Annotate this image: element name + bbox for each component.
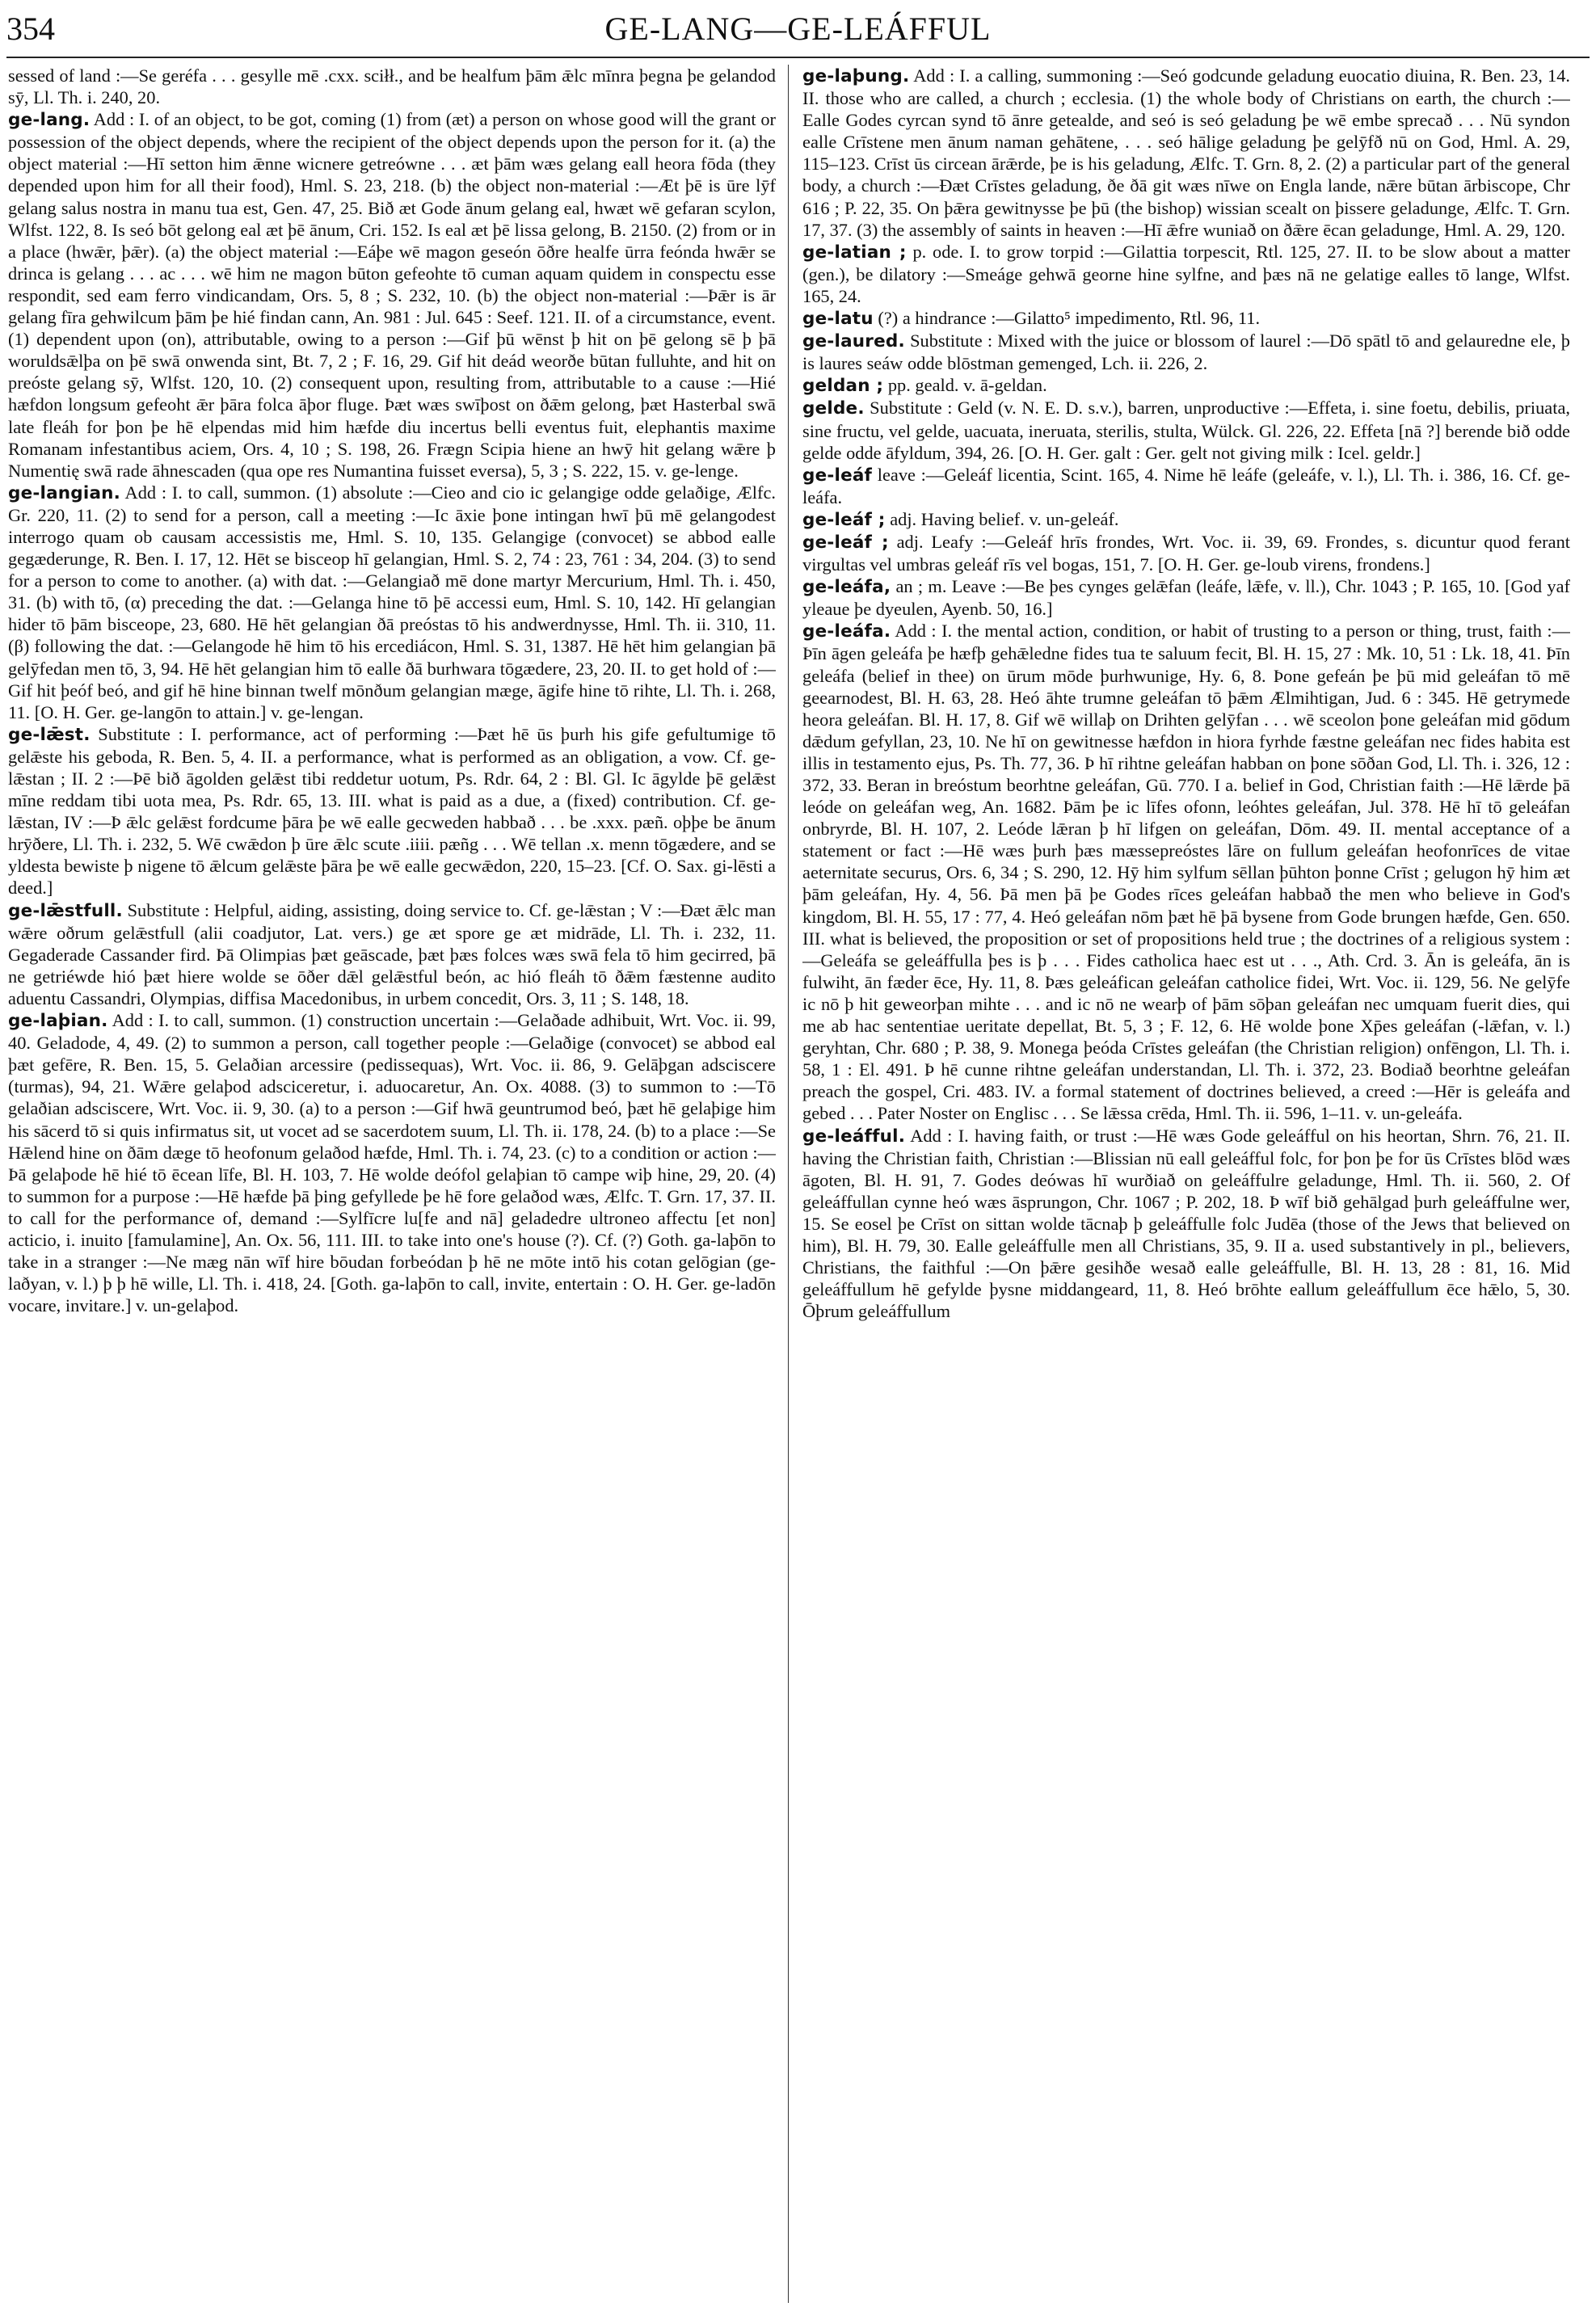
dictionary-entry bbox=[802, 620, 1570, 1124]
entry-headword: ge-latu bbox=[802, 309, 874, 330]
entry-definition: p. ode. I. to grow torpid :—Gilattia torpescit, Rtl. 125, 27. II. to be slow about a matter (gen.), be dilatory :—Smeáge gehwā georne hine sylfne, and þæs nā ne gelatige ealles tō lange, Wlfst. 165, 24. bbox=[802, 241, 1570, 306]
dictionary-entry bbox=[8, 108, 776, 482]
entry-headword: ge-lang. bbox=[8, 110, 91, 131]
page-number: 354 bbox=[6, 11, 55, 47]
entry-headword: ge-lǣstfull. bbox=[8, 900, 123, 921]
dictionary-entry bbox=[8, 723, 776, 899]
entry-headword: ge-laþung. bbox=[802, 66, 910, 86]
entry-definition: pp. geald. v. ā-geldan. bbox=[887, 375, 1047, 396]
dictionary-entry bbox=[802, 65, 1570, 241]
entry-definition: an ; m. Leave :—Be þes cynges gelǣfan (leáfe, lǣfe, v. ll.), Chr. 1043 ; P. 165, 10. [God yaf yleaue þe dyeulen, Ayenb. 50, 16.] bbox=[802, 576, 1570, 620]
entry-definition: Add : I. the mental action, condition, or habit of trusting to a person or thing, trust, faith :—Þīn āgen geleáfa þe hæfþ gehǣledne fides tua te saluum fecit, Bl. H. 15, 27 : Mk. 10, 51 : Lk. 18, 41. Þīn geleáfa (belief in thee) on ūrum mōde þurhwunige, Hy. 6, 8. Þone gefeán þe þū mid geleáfan tō mē geearnodest, Bl. H. 63, 28. Heó āhte trumne geleáfan tō þǣm Ælmihtigan, Jud. 6 : 345. Hē getrymede heora geleáfan. Bl. H. 17, 8. Gif wē willaþ on Drihten gelȳfan . . . wē sceolon þone geleáfan mid gōdum dǣdum gefyllan, 23, 10. Ne hī on gewitnesse hæfdon in hiora fyrhde fæstne geleáfan nec fides habita est illis in testamento ejus, Ps. Th. 77, 36. Þ hī rihtne geleáfan habban on þone sōðan God, Ll. Th. i. 326, 12 : 372, 33. Beran in breóstum beorhtne geleáfan, Gū. 770. I a. belief in God, Christian faith :—Hē lǣrde þā leóde on geleáfan weg, An. 1682. Þām þe ic līfes ofonn, leóhtes geleáfan, Jul. 378. Hē hī tō geleáfan onbryrde, Bl. H. 107, 2. Leóde lǣran þ hī lifgen on geleáfan, Dōm. 49. II. mental acceptance of a statement or fact :—Hē wæs þurh þæs mæssepreóstes lāre on fullum geleáfan heofonrīces de vitae aeternitate securus, Ors. 6, 34 ; S. 290, 12. Hȳ him sylfum sēllan þūhton þonne Crīst ; gelugon hȳ him æt þām geleáfan, Hy. 4, 56. Þā men þā þe Godes rīces geleáfan habbað the men who believe in God's kingdom, Bl. H. 55, 17 : 77, 4. Heó geleáfan nōm þæt hē þā bysene from Gode brungen hæfde, Gen. 650. III. what is believed, the proposition or set of propositions held true ; the doctrines of a religious system :—Geleáfa se geleáffulla þes is þ . . . Fides catholica haec est ut . . ., Ath. Crd. 3. Ān is geleáfa, ān is fulwiht, ān fæder ēce, Hy. 11, 8. Þæs geleáfican geleáfan catholice fidei, Wrt. Voc. ii. 129, 56. Ne gelȳfe ic nō þ hit geweorþan mihte . . . and ic nō ne wearþ of þām sōþan geleáfan nec umquam fuerit dies, qui me ab hac sententiae ueritate depellat, Bt. 5, 3 ; F. 12, 6. Hē wolde þone Xp̄es geleáfan (-lǣfan, v. l.) geryhtan, Chr. 680 ; P. 38, 9. Monega þeóda Crīstes geleáfan (the Christian religion) onfēngon, Ll. Th. i. 58, 1 : El. 491. Þ hē cunne rihtne geleáfan understandan, Ll. Th. i. 372, 23. Bodiað beorhtne geleáfan preach the gospel, Cri. 483. IV. a formal statement of doctrines believed, a creed :—Hēr is geleáfa and gebed . . . Pater Noster on Englisc . . . Se lǣssa crēda, Hml. Th. ii. 596, 1–11. v. un-geleáfa. bbox=[802, 621, 1570, 1124]
dictionary-entry bbox=[802, 307, 1570, 330]
dictionary-entry bbox=[802, 330, 1570, 374]
entry-headword: ge-laured. bbox=[802, 331, 905, 352]
dictionary-entry bbox=[802, 374, 1570, 397]
entry-definition: adj. Leafy :—Geleáf hrīs frondes, Wrt. Voc. ii. 39, 69. Frondes, s. dicuntur quod ferant virgultas vel umbras geleáf rīs vel bogas, 151, 7. [O. H. Ger. ge-loub virens, frondens.] bbox=[802, 531, 1570, 575]
dictionary-entry bbox=[802, 531, 1570, 575]
entry-headword: ge-lǣst. bbox=[8, 724, 91, 745]
entry-definition: adj. Having belief. v. un-geleáf. bbox=[890, 508, 1119, 529]
header-rule bbox=[6, 57, 1590, 58]
entry-headword: ge-leáfful. bbox=[802, 1126, 906, 1147]
dictionary-entry bbox=[802, 575, 1570, 620]
entry-definition: Add : I. to call, summon. (1) construction uncertain :—Gelaðade adhibuit, Wrt. Voc. ii. 99, 40. Geladode, 4, 49. (2) to summon a person, call together people :—Gelaðige (convocet) se abbod eal þæt gefēre, R. Ben. 15, 5. Gelaðian arcessire (pedissequas), Wrt. Voc. ii. 86, 9. Gelāþgan adsciscere (turmas), 94, 21. Wǣre gelaþod adsciceretur, i. aduocaretur, An. Ox. 4088. (3) to summon to :—Tō gelaðian adsciscere, Wrt. Voc. ii. 9, 30. (a) to a person :—Gif hwā geuntrumod beó, þæt hē gelaþige him his sācerd tō si quis infirmatus sit, ut vocet ad se sacerdotem suum, Ll. Th. ii. 178, 24. (b) to a place :—Se Hǣlend hine on ðām dæge tō heofonum gelaðod hæfde, Hml. Th. i. 74, 23. (c) to a condition or action :—Þā gelaþode hē hié tō ēcean līfe, Bl. H. 103, 7. Hē wolde deófol gelaþian tō campe wiþ hine, 29, 20. (4) to summon for a purpose :—Hē hæfde þā þing gefyllede þe hē fore gelaðod wæs, Ælfc. T. Grn. 17, 37. II. to call for the performance of, demand :—Sylfīcre lu[fe and nā] geladedre ultroneo affectu [et non] acticio, i. inuito [famulamine], An. Ox. 56, 111. III. to take into one's house (?). Cf. (?) Goth. ga-laþōn to take in a stranger :—Ne mæg nān wīf hire bōudan forbeódan þ hē ne mōte intō his cotan gelōgian (ge-laðyan, v. l.) þ þ hē wille, Ll. Th. i. 418, 24. [Goth. ga-laþōn to call, invite, entertain : O. H. Ger. ge-ladōn vocare, invitare.] v. un-gelaþod. bbox=[8, 1010, 776, 1316]
dictionary-entry bbox=[8, 65, 776, 108]
dictionary-entry bbox=[802, 1125, 1570, 1323]
left-column bbox=[8, 65, 776, 2303]
entry-headword: geldan ; bbox=[802, 376, 884, 397]
dictionary-entry bbox=[8, 899, 776, 1009]
entry-headword: ge-langian. bbox=[8, 482, 121, 503]
entry-definition: leave :—Geleáf licentia, Scint. 165, 4. Nime hē leáfe (geleáfe, v. l.), Ll. Th. i. 386, 16. Cf. ge-leáfa. bbox=[802, 464, 1570, 507]
entry-headword: gelde. bbox=[802, 398, 865, 419]
entry-definition: Add : I. to call, summon. (1) absolute :—Cieo and cio ic gelangige odde gelaðige, Ælfc. Gr. 220, 11. (2) to send for a person, call a meeting :—Ic āxie þone intingan hwī þū mē gelangodest interrogo quam ob causam accessistis me, Hml. S. 10, 135. Gelangige (convocet) se abbod ealle gegæderunge, R. Ben. I. 17, 12. Hēt se bisceop hī gelangian, Hml. S. 2, 74 : 23, 761 : 34, 204. (3) to send for a person to come to another. (a) with dat. :—Gelangiað mē done martyr Mercurium, Hml. Th. i. 450, 31. (b) with tō, (α) preceding the dat. :—Gelanga hine tō þē accessi eum, Hml. S. 10, 142. Hī gelangian hider tō þām bisceope, 23, 680. Hē hēt gelangian ðā preóstas tō his andwerdnysse, Hml. Th. ii. 310, 11. (β) following the dat. :—Gelangode hē him tō his ercediácon, Hml. S. 31, 1387. Hē hēt him gelangian þā gelȳfedan men tō, 3, 94. Hē hēt gelangian him tō ealle ðā burhwara tōgædere, 23, 20. II. to get hold of :—Gif hit þeóf beó, and gif hē hine binnan twelf mōnðum gelangian mæge, āgife hine tō rihte, Ll. Th. i. 268, 11. [O. H. Ger. ge-langōn to attain.] v. ge-lengan. bbox=[8, 482, 776, 722]
entry-definition: Add : I. of an object, to be got, coming (1) from (æt) a person on whose good will the grant or possession of the object depends, where the recipient of the object depends upon the person for it. (a) the object material :—Hī setton him ǣnne wicnere getreówne . . . æt þām wæs gelang eall heora fōda (they depended upon him for all their food), Hml. S. 23, 218. (b) the object non-material :—Æt þē is ūre lȳf gelang salus nostra in manu tua est, Gen. 47, 25. Bið æt Gode ānum gelang eal, hwæt wē gefaran scylon, Wlfst. 122, 8. Is seó bōt gelong eal æt þē ānum, Cri. 152. Is eal æt þē lissa gelong, B. 2150. (2) from or in a place (hwǣr, þǣr). (a) the object material :—Eáþe wē magon geseón ōðre healfe ūrra feónda hwǣr se drinca is gelang . . . ac . . . wē him ne magon būton gefeohte tō cuman aquam quidem in conspectu esse respondit, sed eam ferro vindicandam, Ors. 5, 8 ; S. 232, 10. (b) the object non-material :—Þǣr is ār gelang fīra gehwilcum þām þe hié findan cann, An. 981 : Jul. 645 : Seef. 121. II. of a circumstance, event. (1) dependent upon (on), attributable, owing to a person :—Gif þū wēnst þ hit on þē gelong sē þ þā woruldsǣlþa on þē swā onwenda sint, Bt. 7, 2 ; F. 16, 29. Gif hit deád weorðe būtan fulluhte, and hit on preóste gelang sȳ, Wlfst. 120, 10. (2) consequent upon, resulting from, attributable to a cause :—Hié hæfdon longsum gefeoht ǣr þāra folca āþor fluge. Þæt wæs swīþost on ðǣm gelong, þæt Hasterbal swā late fleáh for þon þe hē elpendas mid him hæfde diu incertus belli eventus fuit, elephantis maxime Romanam infestantibus aciem, Ors. 4, 10 ; S. 198, 26. Frægn Scipia hiene an hwȳ hit gelang wǣre þ Numentię swā rade āhnescaden (qua ope res Numantina fuisset eversa), 5, 3 ; S. 222, 15. v. ge-lenge. bbox=[8, 109, 776, 481]
entry-headword: ge-leáf ; bbox=[802, 532, 889, 553]
dictionary-entry bbox=[8, 1009, 776, 1316]
entry-headword: ge-laþian. bbox=[8, 1011, 108, 1032]
dictionary-entry bbox=[802, 397, 1570, 463]
entry-headword: ge-leáfa. bbox=[802, 621, 891, 642]
right-column bbox=[802, 65, 1570, 2303]
dictionary-entry bbox=[802, 241, 1570, 307]
entry-headword: ge-leáfa, bbox=[802, 577, 891, 598]
dictionary-entry bbox=[802, 464, 1570, 508]
entry-definition: Substitute : Geld (v. N. E. D. s.v.), barren, unproductive :—Effeta, i. sine foetu, debilis, priuata, sine fructu, vel gelde, uacuata, ineruata, sterilis, stulta, Wülck. Gl. 226, 22. Effeta [nā ?] berende bið odde gelde odde āfyldum, 394, 26. [O. H. Ger. galt : Ger. gelt not giving milk : Icel. geldr.] bbox=[802, 398, 1570, 463]
dictionary-entry bbox=[802, 508, 1570, 531]
entry-definition: Substitute : Mixed with the juice or blossom of laurel :—Dō spātl tō and gelauredne ele, þ is laures seáw odde blōstman gemenged, Lch. ii. 226, 2. bbox=[802, 330, 1570, 374]
running-head bbox=[0, 0, 1596, 58]
entry-definition: Substitute : Helpful, aiding, assisting, doing service to. Cf. ge-lǣstan ; V :—Ðæt ǣlc man wǣre oðrum gelǣstfull (alii coadjutor, Lat. vers.) ge æt spore ge æt midrāde, Ll. Th. i. 232, 11. Gegaderade Cassander fird. Þā Olimpias þæt geāscade, þæt þæs folces wæs swā fela tō him gecirred, þā ne getriéwde hió þæt hiere wolde se ōðer dǣl gelǣstful beón, ac hió fleáh tō ðǣm fæstenne audito aduentu Cassandri, Olympias, diffisa Macedonibus, in urbem concedit, Ors. 3, 11 ; S. 148, 18. bbox=[8, 899, 776, 1008]
entry-definition: Add : I. a calling, summoning :—Seó godcunde geladung euocatio diuina, R. Ben. 23, 14. II. those who are called, a church ; ecclesia. (1) the whole body of Christians on earth, the church :—Ealle Godes cyrcan synd tō ānre getealde, and seó is seó geladung þe wē embe sprecað . . . Nū syndon ealle Crīstene men ānum naman gehātene, . . . seó hālige geladung þe gelȳfð nū on God, Hml. A. 29, 115–123. Crīst ūs circean ārǣrde, þe is his geladung, Ælfc. T. Grn. 8, 2. (2) a particular part of the general body, a church :—Ðæt Crīstes geladung, ðe ðā git wæs nīwe on Engla lande, nǣre būtan ārbiscope, Chr 616 ; P. 22, 35. On þǣra gewitnysse þe þū (the bishop) wissian scealt on þissere geladunge, Ælfc. T. Grn. 17, 37. (3) the assembly of saints in heaven :—Hī ǣfre wuniað on ðǣre ēcan geladunge, Hml. A. 29, 120. bbox=[802, 65, 1570, 240]
column-divider bbox=[788, 65, 789, 2303]
entry-definition: sessed of land :—Se geréfa . . . gesylle mē .cxx. sciłł., and be healfum þām ǣlc mīnra þegna þe gelandod sȳ, Ll. Th. i. 240, 20. bbox=[8, 65, 776, 108]
page-title: GE-LANG—GE-LEÁFFUL bbox=[604, 11, 992, 47]
entry-definition: Substitute : I. performance, act of performing :—Þæt hē ūs þurh his gife gefultumige tō gelǣste his geboda, R. Ben. 5, 4. II. a performance, what is performed as an obligation, a vow. Cf. ge-lǣstan ; II. 2 :—Þē bið āgolden gelǣst tibi reddetur uotum, Ps. Rdr. 64, 2 : Bl. Gl. Ic āgylde þē gelǣst mīne reddam tibi uota mea, Ps. Rdr. 65, 13. III. what is paid as a due, a (fixed) contribution. Cf. ge-lǣstan, IV :—Þ ǣlc gelǣst fordcume þāra þe wē ealle gecweden habbað . . . be .xxx. pæñ. oþþe be ānum hrȳðere, Ll. Th. i. 232, 5. Wē cwǣdon þ ūre ǣlc scute .iiii. pæñg . . . Wē tellan .x. menn tōgædere, and se yldesta bewiste þ nigene tō ǣlcum gelǣste þāra þe wē ealle gecwǣdon, 220, 15–23. [Cf. O. Sax. gi-lēsti a deed.] bbox=[8, 723, 776, 899]
entry-definition: (?) a hindrance :—Gilatto⁵ impedimento, Rtl. 96, 11. bbox=[878, 308, 1261, 329]
entry-headword: ge-leáf ; bbox=[802, 509, 886, 530]
entry-definition: Add : I. having faith, or trust :—Hē wæs Gode geleáfful on his heortan, Shrn. 76, 21. II. having the Christian faith, Christian :—Blissian nū eall geleáfful folc, for þon þe for ūs Crīstes blōd wæs āgoten, Bl. H. 91, 7. Godes deówas hī wurðiað on geleáffulre geladunge, Hml. Th. ii. 560, 2. Of geleáffullan cynne heó wæs āsprungon, Chr. 1067 ; P. 202, 18. Þ wīf bið gehālgad þurh geleáffulne wer, 15. Se eosel þe Crīst on sittan wolde tācnaþ þ geleáffulle folc Judēa (those of the Jews that believed on him), Bl. H. 79, 30. Ealle geleáffulle men all Christians, 35, 9. II a. used substantively in pl., believers, Christians, the faithful :—On þǣre gesihðe wesað ealle geleáffulle, Bl. H. 13, 28 : 81, 16. Mid geleáffullum hē gefylde þysne middangeard, 11, 8. Heó brōhte eallum geleáffullum ēce hǣlo, 5, 30. Ōþrum geleáffullum bbox=[802, 1125, 1570, 1322]
dictionary-entry bbox=[8, 482, 776, 723]
entry-headword: ge-latian ; bbox=[802, 242, 907, 263]
entry-headword: ge-leáf bbox=[802, 465, 873, 486]
